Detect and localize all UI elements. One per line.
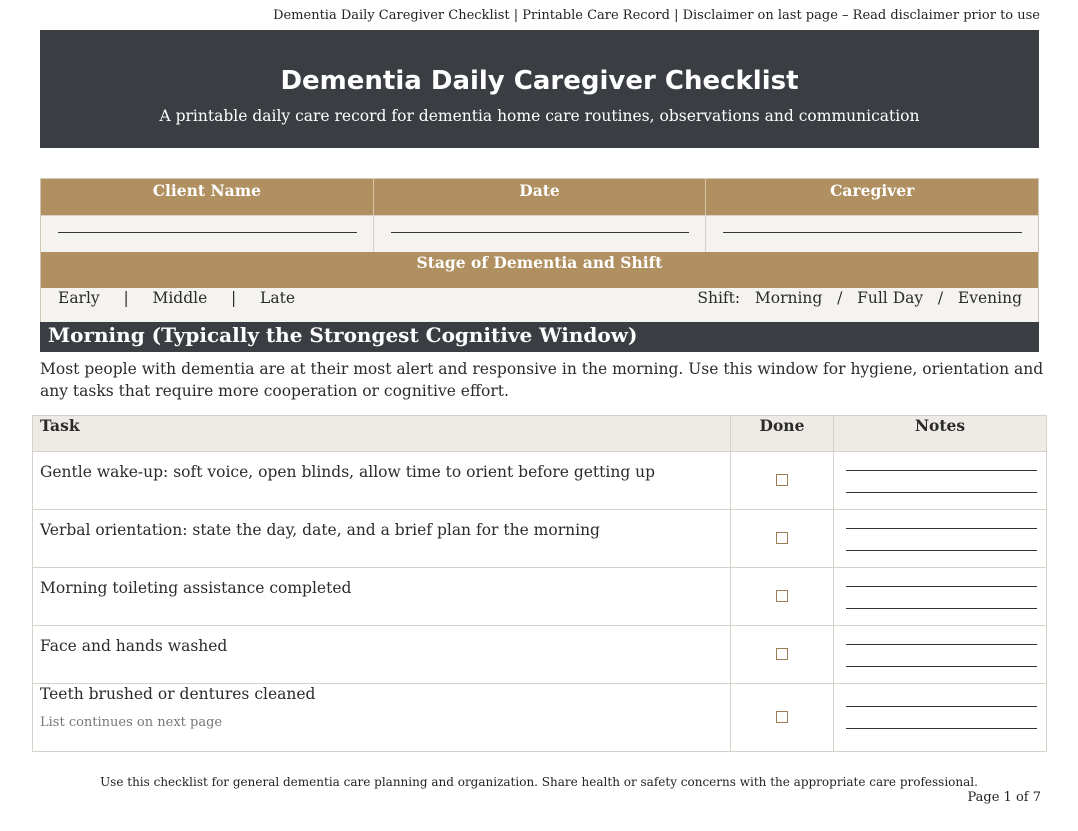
write-line: [391, 232, 690, 233]
table-row: [33, 626, 1047, 684]
caregiver-field[interactable]: [706, 216, 1038, 252]
shift-options: Morning / Full Day / Evening: [754, 289, 1022, 307]
done-column-header: Done: [731, 416, 834, 452]
table-row: [33, 452, 1047, 510]
write-line: [723, 232, 1022, 233]
footer-note: Use this checklist for general dementia care planning and organization. Share health or safety concerns with the appropriate care professional.: [100, 775, 978, 789]
client-name-field[interactable]: [41, 216, 374, 252]
notes-field[interactable]: [834, 568, 1047, 626]
page-subtitle: A printable daily care record for dementia home care routines, observations and communication: [159, 107, 920, 125]
write-line: [846, 706, 1037, 707]
client-info-entry-row: [41, 215, 1038, 252]
task-table: [32, 415, 1047, 752]
date-header: Date: [374, 179, 707, 215]
shift-options-group: [697, 289, 1022, 307]
task-text: Verbal orientation: state the day, date, and a brief plan for the morning: [33, 510, 731, 568]
write-line: [846, 608, 1037, 609]
task-text: Morning toileting assistance completed: [33, 568, 731, 626]
notes-field[interactable]: [834, 684, 1047, 752]
notes-column-header: Notes: [834, 416, 1047, 452]
date-field[interactable]: [374, 216, 707, 252]
notes-field[interactable]: [834, 452, 1047, 510]
write-line: [846, 586, 1037, 587]
continuation-note: List continues on next page: [40, 715, 223, 730]
page-number: Page 1 of 7: [967, 790, 1041, 805]
done-checkbox[interactable]: [776, 711, 788, 723]
task-column-header: Task: [33, 416, 731, 452]
page-title: Dementia Daily Caregiver Checklist: [280, 66, 799, 96]
task-text: Teeth brushed or dentures cleaned: [40, 685, 316, 703]
section-heading: Morning (Typically the Strongest Cognitive Window): [40, 322, 1039, 352]
client-info-header-row: [41, 179, 1038, 215]
write-line: [846, 666, 1037, 667]
task-text: Gentle wake-up: soft voice, open blinds, allow time to orient before getting up: [33, 452, 731, 510]
table-row: [33, 510, 1047, 568]
client-name-header: Client Name: [41, 179, 374, 215]
table-row: [33, 684, 1047, 752]
write-line: [846, 470, 1037, 471]
done-checkbox[interactable]: [776, 474, 788, 486]
running-header: Dementia Daily Caregiver Checklist | Printable Care Record | Disclaimer on last page – Read disclaimer prior to use: [273, 8, 1040, 23]
done-checkbox[interactable]: [776, 590, 788, 602]
task-cell: [33, 684, 731, 752]
write-line: [846, 528, 1037, 529]
title-banner: [40, 30, 1039, 148]
section-intro: Most people with dementia are at their most alert and responsive in the morning. Use this window for hygiene, orientation and any tasks that require more cooperation or cognitive effort.: [40, 360, 1044, 400]
stage-shift-row: [41, 288, 1038, 323]
stage-shift-header: Stage of Dementia and Shift: [41, 252, 1038, 288]
write-line: [846, 728, 1037, 729]
notes-field[interactable]: [834, 510, 1047, 568]
table-row: [33, 568, 1047, 626]
shift-label: Shift:: [697, 289, 741, 307]
task-table-header: [33, 416, 1047, 452]
write-line: [846, 644, 1037, 645]
caregiver-header: Caregiver: [830, 181, 915, 200]
stage-options: Early | Middle | Late: [58, 289, 295, 307]
done-checkbox[interactable]: [776, 648, 788, 660]
write-line: [58, 232, 357, 233]
client-info-table: [40, 178, 1039, 324]
task-text: Face and hands washed: [33, 626, 731, 684]
write-line: [846, 550, 1037, 551]
write-line: [846, 492, 1037, 493]
notes-field[interactable]: [834, 626, 1047, 684]
done-checkbox[interactable]: [776, 532, 788, 544]
